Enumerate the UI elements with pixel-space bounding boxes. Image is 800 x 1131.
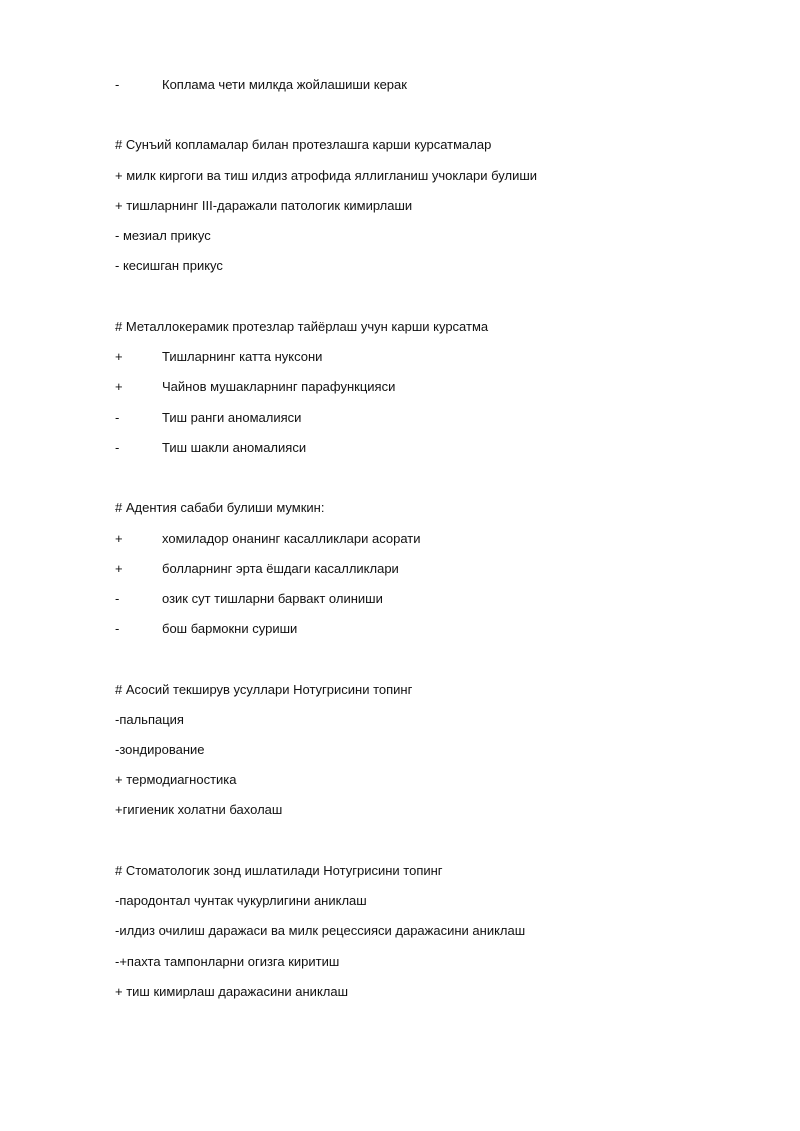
answer-line: [115, 921, 525, 941]
answer-text: озик сут тишларни барвакт олиниши: [162, 591, 383, 606]
answer-line: [115, 800, 282, 820]
answer-line: [115, 710, 184, 730]
answer-line: [115, 529, 420, 549]
answer-text: Тишларнинг катта нуксони: [162, 349, 323, 364]
question-heading: [115, 317, 488, 337]
answer-line: [115, 619, 297, 639]
answer-marker: -: [115, 410, 120, 425]
answer-text: болларнинг эрта ёшдаги касалликлари: [162, 561, 399, 576]
answer-text: бош бармокни суриши: [162, 621, 298, 636]
answer-line: [115, 770, 237, 790]
answer-line: [115, 438, 306, 458]
answer-line: [115, 75, 407, 95]
answer-marker: -: [115, 77, 120, 92]
answer-text: - мезиал прикус: [115, 228, 211, 243]
answer-marker: +: [115, 561, 123, 576]
answer-line: [115, 166, 537, 186]
question-text: # Сунъий копламалар билан протезлашга карши курсатмалар: [115, 137, 492, 152]
answer-line: [115, 226, 211, 246]
answer-line: [115, 891, 367, 911]
answer-line: [115, 559, 399, 579]
answer-text: -пародонтал чунтак чукурлигини аниклаш: [115, 893, 367, 908]
answer-marker: -: [115, 591, 120, 606]
question-text: # Адентия сабаби булиши мумкин:: [115, 500, 325, 515]
answer-line: [115, 347, 322, 367]
answer-text: Чайнов мушакларнинг парафункцияси: [162, 379, 396, 394]
question-text: # Металлокерамик протезлар тайёрлаш учун карши курсатма: [115, 319, 489, 334]
answer-marker: +: [115, 379, 123, 394]
answer-text: + термодиагностика: [115, 772, 237, 787]
answer-line: [115, 377, 395, 397]
answer-text: хомиладор онанинг касалликлари асорати: [162, 531, 421, 546]
answer-line: [115, 952, 339, 972]
answer-line: [115, 196, 412, 216]
question-heading: [115, 498, 324, 518]
answer-line: [115, 408, 301, 428]
answer-text: + тишларнинг III-даражали патологик кимирлаши: [115, 198, 413, 213]
answer-marker: -: [115, 621, 120, 636]
answer-text: + тиш кимирлаш даражасини аниклаш: [115, 984, 349, 999]
answer-line: [115, 740, 205, 760]
answer-text: + милк киргоги ва тиш илдиз атрофида яллигланиш учоклари булиши: [115, 168, 538, 183]
answer-text: -зондирование: [115, 742, 205, 757]
answer-line: [115, 589, 383, 609]
question-text: # Асосий текширув усуллари Нотугрисини топинг: [115, 682, 413, 697]
answer-text: Тиш шакли аномалияси: [162, 440, 307, 455]
answer-text: -пальпация: [115, 712, 184, 727]
answer-text: +гигиеник холатни бахолаш: [115, 802, 283, 817]
answer-marker: +: [115, 349, 123, 364]
answer-line: [115, 256, 223, 276]
answer-text: -+пахта тампонларни огизга киритиш: [115, 954, 340, 969]
answer-line: [115, 982, 348, 1002]
answer-text: Тиш ранги аномалияси: [162, 410, 302, 425]
answer-text: -илдиз очилиш даражаси ва милк рецессияси даражасини аниклаш: [115, 923, 526, 938]
answer-text: - кесишган прикус: [115, 258, 223, 273]
answer-text: Коплама чети милкда жойлашиши керак: [162, 77, 407, 92]
question-heading: [115, 680, 412, 700]
answer-marker: -: [115, 440, 120, 455]
question-heading: [115, 135, 491, 155]
answer-marker: +: [115, 531, 123, 546]
question-text: # Стоматологик зонд ишлатилади Нотугрисини топинг: [115, 863, 443, 878]
question-heading: [115, 861, 443, 881]
